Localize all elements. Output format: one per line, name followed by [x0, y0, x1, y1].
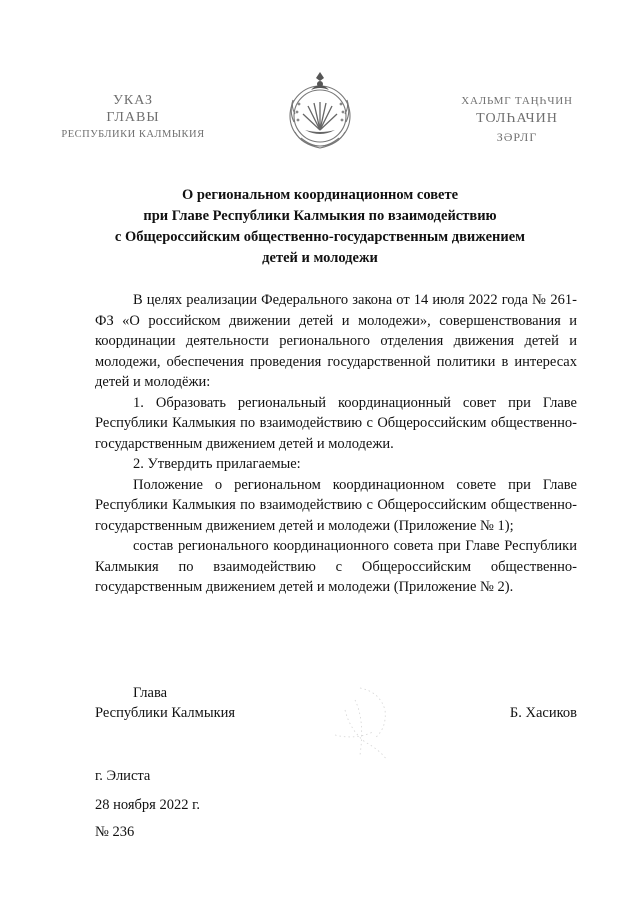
place-of-signing: г. Элиста	[95, 768, 151, 784]
item-1-paragraph: 1. Образовать региональный координационный совет при Главе Республики Калмыкия по взаимодействию с Общероссийским общественно-государственным движением детей и молодежи.	[95, 394, 577, 452]
item-2a-paragraph: Положение о региональном координационном совете при Главе Республики Калмыкия по взаимодействию с Общероссийским общественно-государственным движением детей и молодежи (Приложение № 1);	[95, 476, 577, 534]
item-2b-paragraph: состав регионального координационного совета при Главе Республики Калмыкия по взаимодействию с Общероссийским общественно-государственным движением детей и молодежи (Приложение № 2).	[95, 538, 577, 595]
title-line: с Общероссийским общественно-государственным движением	[114, 229, 526, 245]
preamble-paragraph: В целях реализации Федерального закона от 14 июля 2022 года № 261-ФЗ «О российском движении детей и молодежи», совершенствования и координации деятельности регионального отделения движения детей и молодежи, обеспечения проведения государственной политики в интересах детей и молодёжи:	[95, 292, 577, 390]
item-2-paragraph: 2. Утвердить прилагаемые:	[133, 456, 301, 472]
kalmyk-head-label: ТОЛҺАЧИН	[476, 111, 558, 126]
kalmyk-republic-label: ХАЛЬМГ ТАҢҺЧИН	[461, 95, 573, 107]
signatory-title: Глава	[133, 685, 168, 701]
faint-signature-stamp-icon	[325, 680, 405, 770]
kalmyk-decree-label: ЗӘРЛГ	[496, 130, 538, 144]
decree-number: № 236	[95, 824, 135, 840]
coat-of-arms-icon	[281, 62, 359, 160]
title-line: О региональном координационном совете	[181, 187, 459, 203]
republic-label: РЕСПУБЛИКИ КАЛМЫКИЯ	[61, 129, 205, 140]
decree-label: УКАЗ	[112, 93, 154, 108]
signatory-organization: Республики Калмыкия	[95, 705, 236, 721]
signing-date: 28 ноября 2022 г.	[95, 797, 201, 813]
head-label: ГЛАВЫ	[106, 110, 160, 125]
document-body	[95, 290, 577, 598]
title-line: детей и молодежи	[262, 250, 378, 266]
document-header-right	[447, 92, 587, 146]
title-line: при Главе Республики Калмыкия по взаимодействию	[143, 208, 497, 224]
signatory-name: Б. Хасиков	[509, 705, 577, 721]
document-title	[80, 185, 560, 269]
document-header-left	[58, 92, 208, 143]
